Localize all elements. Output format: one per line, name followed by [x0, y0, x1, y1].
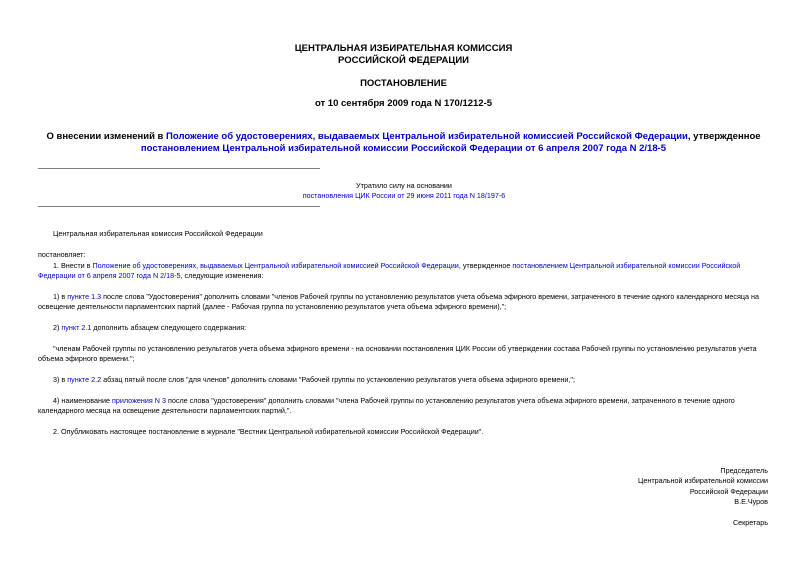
item-1-text: после слова "Удостоверения" дополнить словами "членов Рабочей группы по установлению результатов учета объема эфирного времени, затраченного в течение одного календарного месяца на освещение деятельности парламентских партий (далее - Рабочая группа по установлению результатов учета объема эфирного времени),"; [38, 292, 759, 312]
doc-title-line1 [30, 131, 777, 143]
signature-block [638, 466, 768, 508]
org-name-line2: РОССИЙСКОЙ ФЕДЕРАЦИИ [337, 55, 469, 66]
quote-paragraph: "членам Рабочей группы по установлению результатов учета объема эфирного времени - на основании постановления ЦИК России об утверждении состава Рабочей группы по установлению результатов учета объема эфирного времени."; [38, 344, 757, 364]
p1-middle: утвержденное [460, 261, 513, 270]
item-4-link[interactable]: приложения N 3 [112, 396, 166, 405]
paragraph-1 [38, 261, 769, 282]
item-4 [38, 396, 769, 417]
doc-title-line2 [30, 143, 777, 155]
item-2-text: дополнить абзацем следующего содержания: [91, 323, 247, 332]
title-link-resolution[interactable]: постановлением Центральной избирательной комиссии Российской Федерации от 6 апреля 2007 года N 2/18-5 [140, 143, 667, 154]
paragraph-1-line1 [38, 261, 769, 271]
title-prefix: О внесении изменений в [46, 131, 167, 142]
item-2-prefix: 2) [53, 323, 62, 332]
item-3 [53, 375, 575, 385]
bottom-divider [38, 206, 320, 207]
signature-title: Председатель [720, 466, 768, 475]
p1-suffix: , следующие изменения: [180, 271, 264, 281]
item-2-link[interactable]: пункт 2.1 [61, 323, 92, 332]
item-1-link[interactable]: пункте 1.3 [67, 292, 102, 301]
top-divider [38, 168, 320, 169]
doc-title [30, 131, 777, 155]
p1-link-regulation[interactable]: Положение об удостоверениях, выдаваемых Центральной избирательной комиссией Российской Федерации, [92, 261, 461, 270]
decrees-text: постановляет: [38, 250, 86, 259]
item-4-prefix: 4) наименование [53, 396, 112, 405]
item-3-text: абзац пятый после слов "для членов" дополнить словами "Рабочей группы по установлению результатов учета объема эфирного времени,"; [101, 375, 575, 384]
title-link-regulation[interactable]: Положение об удостоверениях, выдаваемых Центральной избирательной комиссией Российской Федерации [166, 131, 688, 142]
status-link[interactable]: постановления ЦИК России от 29 июня 2011 года N 18/197-6 [302, 191, 506, 201]
paragraph-1-line2 [38, 271, 769, 281]
status-line: Утратило силу на основании [356, 181, 452, 190]
item-2 [53, 323, 246, 333]
signature-country: Российской Федерации [689, 486, 768, 496]
item-1-prefix: 1) в [53, 292, 68, 301]
p1-link-resolution-a[interactable]: постановлением Центральной избирательной комиссии Российской [512, 261, 741, 270]
issuer-text: Центральная избирательная комиссия Российской Федерации [53, 229, 263, 238]
item-4-text: после слова "удостоверения" дополнить словами "члена Рабочей группы по установлению результатов учета объема эфирного времени, затраченного в течение одного календарного месяца на освещение деятельности парламентских партий,". [38, 396, 735, 416]
p1-prefix: 1. Внести в [53, 261, 93, 270]
doc-type: ПОСТАНОВЛЕНИЕ [360, 78, 447, 89]
secretary-label: Секретарь [732, 518, 768, 527]
signature-name: В.Е.Чуров [734, 497, 768, 507]
doc-date: от 10 сентября 2009 года N 170/1212-5 [314, 98, 493, 109]
item-1 [38, 292, 769, 313]
p1-link-resolution-b[interactable]: Федерации от 6 апреля 2007 года N 2/18-5 [38, 271, 181, 281]
signature-org: Центральной избирательной комиссии [638, 476, 768, 486]
title-middle: , утвержденное [687, 131, 761, 142]
org-name [0, 43, 807, 67]
item-3-prefix: 3) в [53, 375, 68, 384]
status-block [250, 181, 558, 202]
item-3-link[interactable]: пункте 2.2 [67, 375, 102, 384]
org-name-line1: ЦЕНТРАЛЬНАЯ ИЗБИРАТЕЛЬНАЯ КОМИССИЯ [294, 43, 513, 54]
paragraph-2: 2. Опубликовать настоящее постановление в журнале "Вестник Центральной избирательной комиссии Российской Федерации". [53, 427, 484, 436]
